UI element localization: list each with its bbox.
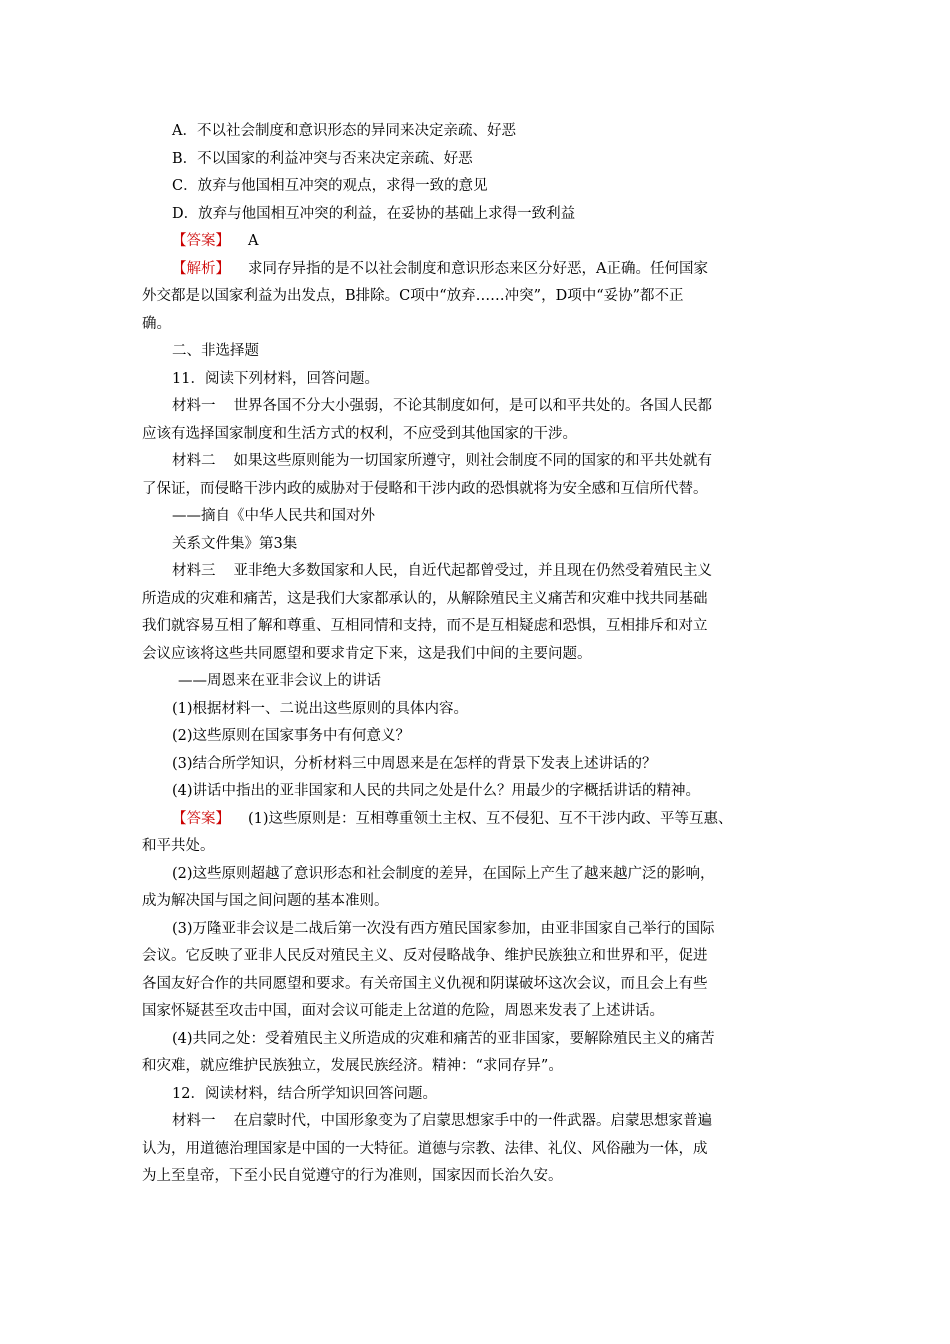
option-a: A．不以社会制度和意识形态的异同来决定亲疏、好恶 — [172, 123, 516, 139]
material-label: 材料一 — [172, 398, 216, 414]
q11-question-1: (1)根据材料一、二说出这些原则的具体内容。 — [172, 700, 469, 717]
analysis-line-2: 外交都是以国家利益为出发点，B排除。C项中“放弃……冲突”，D项中“妥协”都不正 — [142, 288, 684, 304]
answer-tag: 【答案】 — [172, 233, 230, 249]
q11-answer-1-line-1: 【答案】 (1)这些原则是：互相尊重领土主权、互不侵犯、互不干涉内政、平等互惠、 — [172, 810, 733, 827]
q11-answer-3-line-3: 各国友好合作的共同愿望和要求。有关帝国主义仇视和阴谋破坏这次会议，而且会上有些 — [142, 975, 708, 992]
q11-question-4: (4)讲话中指出的亚非国家和人民的共同之处是什么？用最少的字概括讲话的精神。 — [172, 783, 701, 799]
option-d: D．放弃与他国相互冲突的利益，在妥协的基础上求得一致利益 — [172, 205, 576, 222]
q11-material-1-line-2: 应该有选择国家制度和生活方式的权利，不应受到其他国家的干涉。 — [142, 425, 577, 442]
q11-material-3-line-4: 会议应该将这些共同愿望和要求肯定下来，这是我们中间的主要问题。 — [142, 645, 592, 662]
q11-answer-2-line-1: (2)这些原则超越了意识形态和社会制度的差异，在国际上产生了越来越广泛的影响， — [172, 865, 715, 882]
option-c: C．放弃与他国相互冲突的观点，求得一致的意见 — [172, 178, 488, 194]
option-b: B．不以国家的利益冲突与否来决定亲疏、好恶 — [172, 150, 473, 167]
answer-value: A — [248, 233, 259, 249]
q12-material-1-line-1: 材料一 在启蒙时代，中国形象变为了启蒙思想家手中的一件武器。启蒙思想家普遍 — [172, 1113, 712, 1129]
analysis-line-1 — [142, 256, 832, 284]
q11-answer-3-line-1: (3)万隆亚非会议是二战后第一次没有西方殖民国家参加，由亚非国家自己举行的国际 — [172, 920, 715, 937]
q11-material-2-source-2: 关系文件集》第3集 — [172, 535, 298, 552]
q11-material-1-line-1: 材料一 世界各国不分大小强弱，不论其制度如何，是可以和平共处的。各国人民都 — [172, 398, 712, 414]
answer-line — [142, 228, 832, 256]
analysis-text: 求同存异指的是不以社会制度和意识形态来区分好恶，A正确。任何国家 — [248, 260, 708, 277]
q12-material-1-line-3: 为上至皇帝，下至小民自觉遵守的行为准则，国家因而长治久安。 — [142, 1168, 563, 1184]
material-label: 材料三 — [172, 563, 216, 579]
q11-material-2-line-2: 了保证，而侵略干涉内政的威胁对于侵略和干涉内政的恐惧就将为安全感和互信所代替。 — [142, 480, 708, 497]
q11-answer-2-line-2: 成为解决国与国之间问题的基本准则。 — [142, 893, 389, 909]
q11-material-2-source-1: ——摘自《中华人民共和国对外 — [172, 508, 375, 524]
q11-question-3: (3)结合所学知识，分析材料三中周恩来是在怎样的背景下发表上述讲话的？ — [172, 755, 657, 772]
document-content — [142, 118, 832, 1191]
q11-answer-4-line-1: (4)共同之处：受着殖民主义所造成的灾难和痛苦的亚非国家，要解除殖民主义的痛苦 — [172, 1030, 715, 1047]
q11-question-2: (2)这些原则在国家事务中有何意义？ — [172, 728, 411, 744]
q11-answer-3-line-2: 会议。它反映了亚非人民反对殖民主义、反对侵略战争、维护民族独立和世界和平，促进 — [142, 948, 708, 964]
q12-stem: 12．阅读材料，结合所学知识回答问题。 — [172, 1085, 437, 1102]
analysis-line-3: 确。 — [142, 315, 171, 332]
analysis-tag: 【解析】 — [172, 260, 230, 277]
q11-material-3-line-3: 我们就容易互相了解和尊重、互相同情和支持，而不是互相疑虑和恐惧，互相排斥和对立 — [142, 618, 708, 634]
q11-material-3-line-2: 所造成的灾难和痛苦，这是我们大家都承认的，从解除殖民主义痛苦和灾难中找共同基础 — [142, 590, 708, 607]
q12-material-1-line-2: 认为，用道德治理国家是中国的一大特征。道德与宗教、法律、礼仪、风俗融为一体，成 — [142, 1140, 708, 1157]
q11-material-3-source: ——周恩来在亚非会议上的讲话 — [178, 673, 381, 689]
q11-answer-1-line-2: 和平共处。 — [142, 838, 215, 854]
q11-material-2-line-1: 材料二 如果这些原则能为一切国家所遵守，则社会制度不同的国家的和平共处就有 — [172, 453, 712, 469]
q11-material-3-line-1: 材料三 亚非绝大多数国家和人民，自近代起都曾受过，并且现在仍然受着殖民主义 — [172, 563, 712, 579]
q11-answer-4-line-2: 和灾难，就应维护民族独立，发展民族经济。精神：“求同存异”。 — [142, 1058, 563, 1074]
material-label: 材料一 — [172, 1113, 216, 1129]
material-label: 材料二 — [172, 453, 216, 469]
q11-answer-3-line-4: 国家怀疑甚至攻击中国，面对会议可能走上岔道的危险，周恩来发表了上述讲话。 — [142, 1003, 664, 1019]
q11-stem: 11．阅读下列材料，回答问题。 — [172, 370, 379, 387]
answer-tag: 【答案】 — [172, 810, 230, 827]
section-title: 二、非选择题 — [172, 343, 259, 359]
